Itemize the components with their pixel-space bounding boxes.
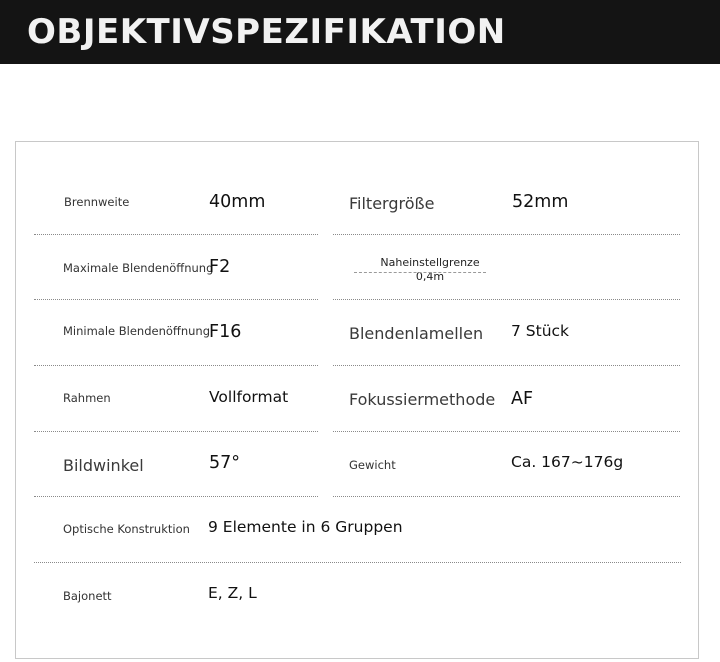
- optical-construction-value: 9 Elemente in 6 Gruppen: [208, 518, 403, 536]
- row-divider: [34, 234, 318, 235]
- angle-of-view-label: Bildwinkel: [63, 456, 144, 475]
- focal-length-value: 40mm: [209, 192, 266, 212]
- min-aperture-value: F16: [209, 322, 242, 342]
- filter-size-value: 52mm: [512, 192, 569, 212]
- weight-value: Ca. 167~176g: [511, 453, 624, 471]
- mount-value: E, Z, L: [208, 584, 257, 602]
- row-divider: [333, 234, 680, 235]
- close-focus-value: 0,4m: [415, 270, 445, 283]
- row-divider: [34, 299, 318, 300]
- close-focus-label: Naheinstellgrenze: [380, 256, 480, 269]
- frame-label: Rahmen: [63, 391, 111, 405]
- weight-label: Gewicht: [349, 458, 396, 472]
- page-title: OBJEKTIVSPEZIFIKATION: [27, 12, 506, 52]
- aperture-blades-value: 7 Stück: [511, 322, 570, 340]
- focus-method-label: Fokussiermethode: [349, 390, 496, 409]
- row-divider: [34, 562, 681, 563]
- close-focus-underline: [354, 272, 486, 273]
- row-divider: [333, 496, 680, 497]
- optical-construction-label: Optische Konstruktion: [63, 522, 190, 536]
- row-divider: [34, 431, 318, 432]
- min-aperture-label: Minimale Blendenöffnung: [63, 324, 211, 338]
- row-divider: [34, 365, 318, 366]
- row-divider: [34, 496, 318, 497]
- mount-label: Bajonett: [63, 589, 112, 603]
- header-bar: [0, 0, 720, 64]
- frame-value: Vollformat: [209, 388, 289, 406]
- angle-of-view-value: 57°: [209, 453, 241, 473]
- close-focus-spec: [350, 256, 510, 284]
- focus-method-value: AF: [511, 389, 534, 409]
- filter-size-label: Filtergröße: [349, 194, 435, 213]
- aperture-blades-label: Blendenlamellen: [349, 324, 484, 343]
- row-divider: [333, 365, 680, 366]
- row-divider: [333, 299, 680, 300]
- focal-length-label: Brennweite: [64, 195, 130, 209]
- row-divider: [333, 431, 680, 432]
- max-aperture-value: F2: [209, 257, 231, 277]
- max-aperture-label: Maximale Blendenöffnung: [63, 261, 214, 275]
